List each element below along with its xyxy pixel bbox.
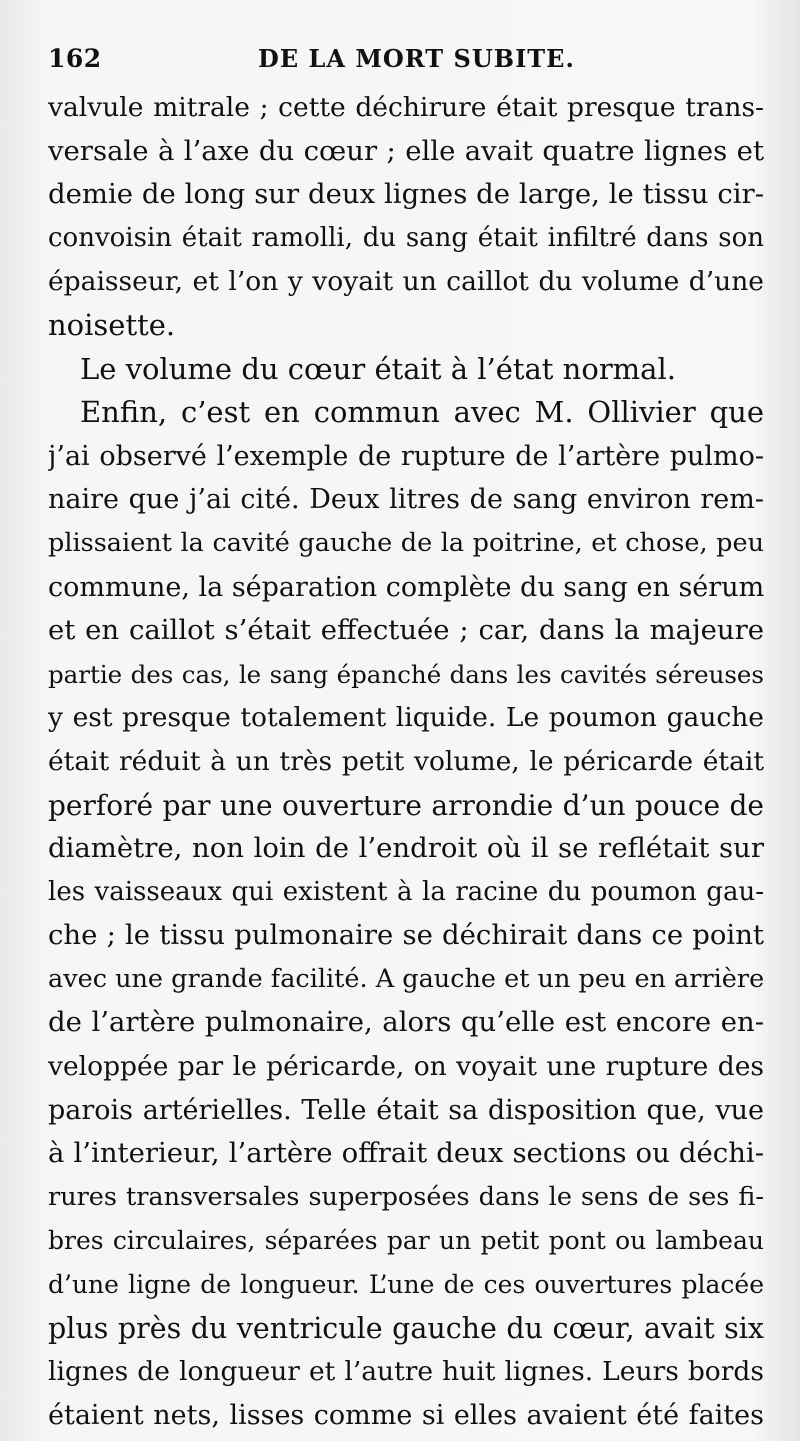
text-line: rures transversales superposées dans le sens de ses fi- — [48, 1181, 764, 1212]
running-title: DE LA MORT SUBITE. — [258, 44, 575, 73]
body-text — [48, 86, 764, 1437]
text-line: naire que j’ai cité. Deux litres de sang environ rem- — [48, 484, 764, 516]
text-line: les vaisseaux qui existent à la racine du poumon gau- — [48, 876, 764, 907]
text-line: convoisin était ramolli, du sang était infiltré dans son — [48, 222, 764, 253]
text-line: perforé par une ouverture arrondie d’un pouce de — [48, 788, 764, 822]
page-header — [48, 44, 748, 78]
page-number: 162 — [48, 44, 102, 73]
text-line: Enfin, c’est en commun avec M. Ollivier que — [80, 395, 764, 430]
text-line: diamètre, non loin de l’endroit où il se reflétait sur — [48, 832, 764, 865]
text-line: d’une ligne de longueur. L’une de ces ouvertures placée — [48, 1270, 764, 1300]
text-line: plus près du ventricule gauche du cœur, avait six — [48, 1311, 764, 1345]
text-line: parois artérielles. Telle était sa disposition que, vue — [48, 1094, 764, 1126]
text-line: che ; le tissu pulmonaire se déchirait dans ce point — [48, 919, 764, 952]
text-line: et en caillot s’était effectuée ; car, dans la majeure — [48, 614, 764, 647]
text-line: valvule mitrale ; cette déchirure était presque trans- — [48, 92, 764, 123]
text-line: partie des cas, le sang épanché dans les cavités séreuses — [48, 659, 764, 689]
text-line: avec une grande facilité. A gauche et un peu en arrière — [48, 963, 764, 994]
text-line: étaient nets, lisses comme si elles avaient été faites — [48, 1399, 764, 1431]
text-line: épaisseur, et l’on y voyait un caillot du volume d’une — [48, 266, 764, 298]
text-line: à l’interieur, l’artère offrait deux sections ou déchi- — [48, 1137, 764, 1170]
text-line: j’ai observé l’exemple de rupture de l’artère pulmo- — [48, 440, 764, 472]
text-line: y est presque totalement liquide. Le poumon gauche — [48, 702, 764, 734]
text-line: demie de long sur deux lignes de large, le tissu cir- — [48, 178, 764, 211]
text-line: était réduit à un très petit volume, le péricarde était — [48, 745, 764, 777]
text-line: de l’artère pulmonaire, alors qu’elle est encore en- — [48, 1006, 764, 1039]
text-line: noisette. — [48, 307, 176, 342]
text-line: veloppée par le péricarde, on voyait une rupture des — [48, 1051, 764, 1083]
text-line: lignes de longueur et l’autre huit lignes. Leurs bords — [48, 1356, 764, 1388]
text-line: versale à l’axe du cœur ; elle avait quatre lignes et — [48, 134, 764, 167]
text-line: plissaient la cavité gauche de la poitrine, et chose, peu — [48, 527, 764, 558]
text-line: commune, la séparation complète du sang en sérum — [48, 571, 764, 603]
text-line: bres circulaires, séparées par un petit pont ou lambeau — [48, 1226, 764, 1256]
text-line: Le volume du cœur était à l’état normal. — [80, 351, 676, 386]
